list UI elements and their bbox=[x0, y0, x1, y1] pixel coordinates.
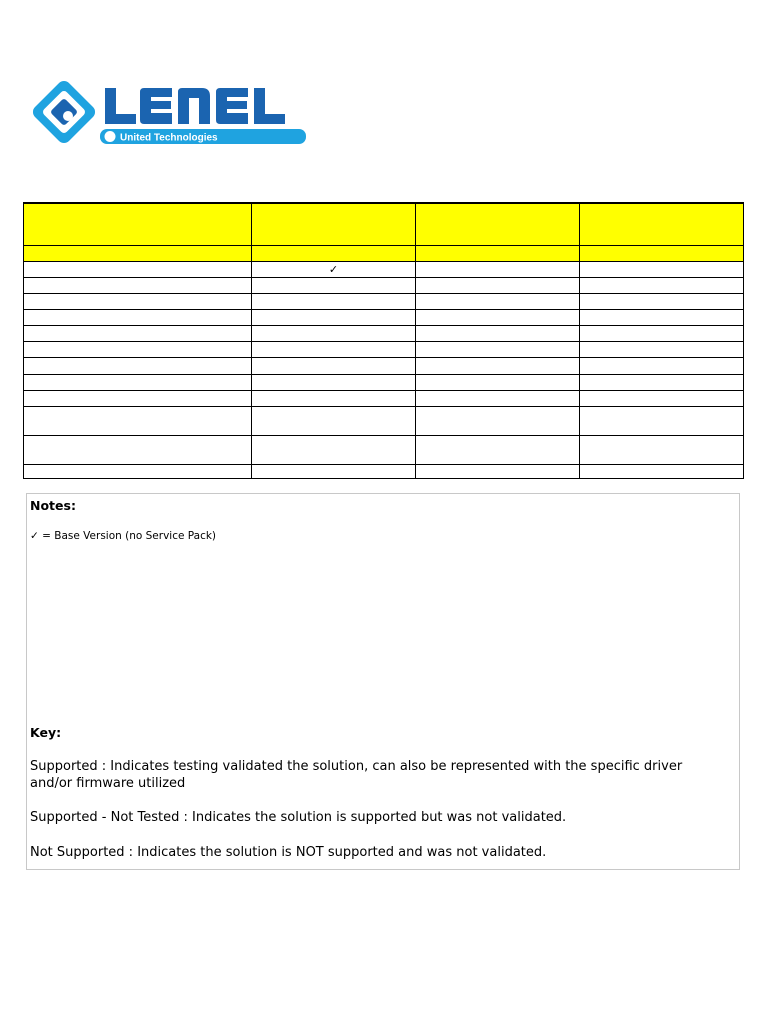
lenel-logo-graphic bbox=[28, 78, 310, 148]
table-cell bbox=[580, 326, 744, 342]
header-cell bbox=[24, 203, 252, 246]
header-cell bbox=[252, 203, 416, 246]
table-row bbox=[24, 310, 744, 326]
table-cell bbox=[416, 326, 580, 342]
table-cell bbox=[252, 374, 416, 390]
table-row bbox=[24, 390, 744, 406]
table-cell bbox=[24, 278, 252, 294]
subheader-cell bbox=[580, 246, 744, 262]
table-cell bbox=[580, 310, 744, 326]
table-cell bbox=[416, 374, 580, 390]
subheader-cell bbox=[416, 246, 580, 262]
subheader-cell bbox=[24, 246, 252, 262]
table-cell bbox=[416, 278, 580, 294]
table-cell bbox=[416, 390, 580, 406]
table-cell bbox=[416, 310, 580, 326]
compatibility-table bbox=[23, 202, 744, 479]
header-cell bbox=[416, 203, 580, 246]
table-cell bbox=[252, 310, 416, 326]
table-cell bbox=[416, 262, 580, 278]
table-cell bbox=[580, 278, 744, 294]
table-cell bbox=[580, 262, 744, 278]
check-cell bbox=[252, 262, 416, 278]
table-cell bbox=[252, 390, 416, 406]
header-cell bbox=[580, 203, 744, 246]
table-cell bbox=[24, 435, 252, 464]
table-row bbox=[24, 406, 744, 435]
notes-box bbox=[26, 493, 740, 870]
table-cell bbox=[416, 406, 580, 435]
table-cell bbox=[580, 390, 744, 406]
table-cell bbox=[24, 310, 252, 326]
table-row bbox=[24, 326, 744, 342]
table-cell bbox=[416, 342, 580, 358]
table-subheader-row bbox=[24, 246, 744, 262]
table-row bbox=[24, 464, 744, 478]
table-cell bbox=[252, 358, 416, 374]
table-cell bbox=[252, 326, 416, 342]
table-cell bbox=[580, 464, 744, 478]
table-cell bbox=[24, 390, 252, 406]
table-cell bbox=[24, 406, 252, 435]
table-cell bbox=[252, 294, 416, 310]
table-row bbox=[24, 262, 744, 278]
table-cell bbox=[24, 326, 252, 342]
table-row bbox=[24, 342, 744, 358]
table-cell bbox=[580, 294, 744, 310]
table-cell bbox=[24, 342, 252, 358]
table-header-row bbox=[24, 203, 744, 246]
table-cell bbox=[580, 406, 744, 435]
key-item-supported-not-tested: Supported - Not Tested : Indicates the solution is supported but was not validated. bbox=[30, 810, 567, 825]
table-row bbox=[24, 278, 744, 294]
table-cell bbox=[416, 358, 580, 374]
table-row bbox=[24, 435, 744, 464]
table-cell bbox=[580, 358, 744, 374]
table-cell bbox=[416, 464, 580, 478]
key-item-supported: Supported : Indicates testing validated the solution, can also be represented with the specific driver and/or firmware utilized bbox=[30, 759, 683, 791]
table-cell bbox=[252, 342, 416, 358]
table-row bbox=[24, 294, 744, 310]
table-row bbox=[24, 358, 744, 374]
table-cell bbox=[416, 294, 580, 310]
table-cell bbox=[252, 406, 416, 435]
key-title: Key: bbox=[30, 725, 62, 740]
lenel-logo bbox=[28, 78, 310, 148]
table-cell bbox=[580, 374, 744, 390]
table-cell bbox=[252, 435, 416, 464]
table-cell bbox=[24, 374, 252, 390]
check-mark-icon: ✓ bbox=[328, 264, 339, 277]
notes-title: Notes: bbox=[30, 498, 76, 513]
table-row bbox=[24, 374, 744, 390]
table-cell bbox=[252, 464, 416, 478]
table-cell bbox=[252, 278, 416, 294]
key-item-not-supported: Not Supported : Indicates the solution is NOT supported and was not validated. bbox=[30, 845, 547, 860]
table-cell bbox=[580, 435, 744, 464]
table-cell bbox=[24, 262, 252, 278]
table-cell bbox=[24, 358, 252, 374]
table-cell bbox=[416, 435, 580, 464]
table-cell bbox=[24, 464, 252, 478]
table-cell bbox=[580, 342, 744, 358]
table-cell bbox=[24, 294, 252, 310]
logo-tagline: United Technologies bbox=[120, 132, 218, 144]
subheader-cell bbox=[252, 246, 416, 262]
check-note: ✓ = Base Version (no Service Pack) bbox=[30, 530, 217, 542]
